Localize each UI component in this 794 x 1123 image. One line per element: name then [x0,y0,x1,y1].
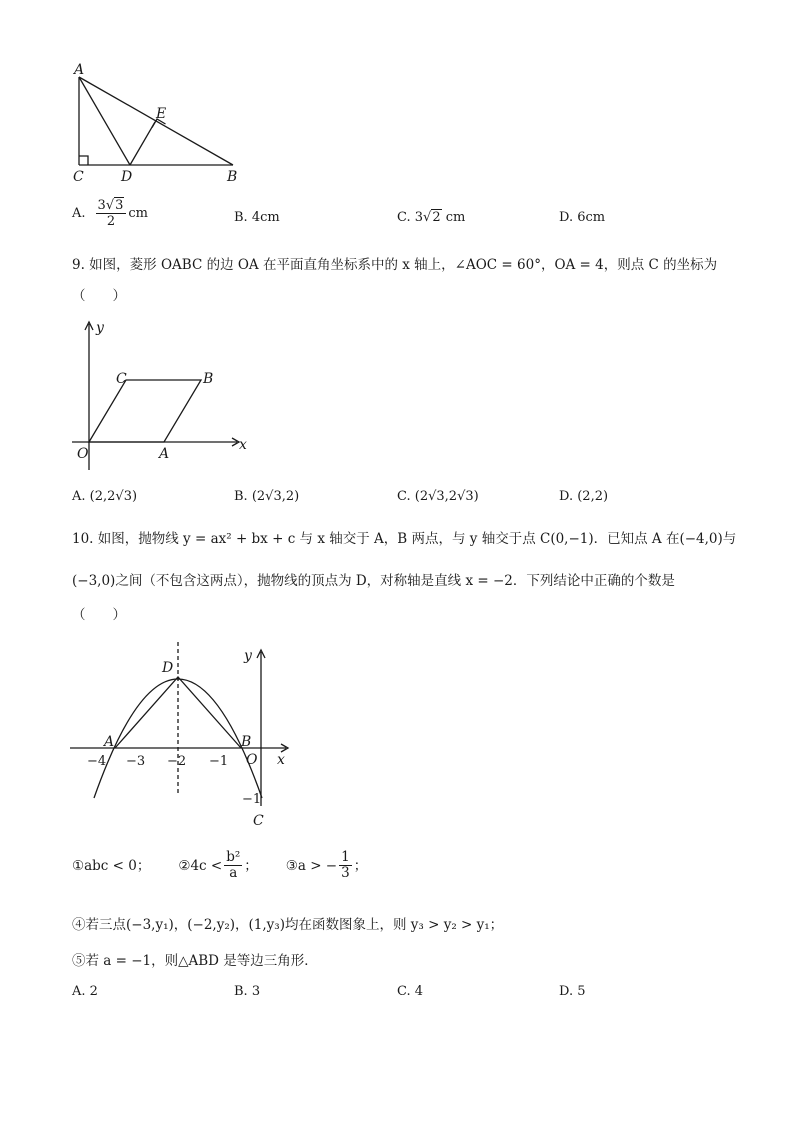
q10-conclusions-row1 [72,850,367,881]
conclusion-2: ②4c < $\frac{\text{b²}}{a}$ ； [178,849,258,881]
q9-option-c[interactable]: C. (2√3,2√3) [397,489,479,504]
q9-option-b[interactable]: B. (2√3,2) [234,489,300,504]
axis-label-x: x [277,752,285,768]
segment-ad [79,77,130,165]
point-label-a: A [159,446,170,462]
q10-stem-line3: （ ） [72,607,126,623]
point-label-b: B [227,169,238,185]
tick-label-minus-1: −1 [209,754,229,769]
tick-label-minus-3: −3 [126,754,146,769]
point-label-d: D [121,169,133,185]
rhombus-figure [0,310,794,480]
q9-option-d[interactable]: D. (2,2) [559,489,609,504]
q8-option-d[interactable]: D. 6cm [559,210,606,225]
point-label-o: O [246,752,258,768]
q8-option-b[interactable]: B. 4cm [234,210,280,225]
q8-option-a-letter: A. [72,205,86,221]
point-label-d: D [162,660,174,676]
point-label-o: O [77,446,89,462]
tick-label-minus-4: −4 [87,754,107,769]
parabola-curve [94,679,262,798]
conclusion-3: ③a > − $\frac{1}{3}$ ； [285,849,368,881]
q10-option-d[interactable]: D. 5 [559,984,586,999]
axis-label-y: y [96,320,104,336]
conclusion-1: ①abc < 0； [72,857,151,874]
tick-label-minus-2: −2 [167,754,187,769]
q8-option-a-fraction: $\frac{3√3}{2}$ [96,198,127,229]
segment-de [130,122,155,165]
point-label-c: C [116,371,127,387]
q8-option-a[interactable] [72,198,148,229]
q8-option-c[interactable]: C. 3√2 cm [397,210,466,225]
y-tick-label-minus-1: −1 [242,792,262,807]
q9-option-a[interactable]: A. (2,2√3) [72,489,138,504]
q10-stem-line2: (−3,0)之间（不包含这两点），抛物线的顶点为 D，对称轴是直线 x = −2．下列结论中正确的个数是 [72,573,675,589]
triangle-figure [0,0,794,200]
point-label-e: E [156,106,167,122]
q10-option-a[interactable]: A. 2 [72,984,98,999]
point-label-b: B [241,734,252,750]
q10-option-b[interactable]: B. 3 [234,984,261,999]
axis-label-x: x [239,437,247,453]
q9-stem-line2: （ ） [72,288,126,304]
point-label-a: A [104,734,115,750]
point-label-b: B [203,371,214,387]
point-label-c: C [73,169,84,185]
rhombus-oabc [89,380,201,442]
q9-stem-line1: 9. 如图，菱形 OABC 的边 OA 在平面直角坐标系中的 x 轴上，∠AOC = 60°，OA = 4，则点 C 的坐标为 [72,257,718,273]
conclusion-5: ⑤若 a = −1，则△ABD 是等边三角形． [72,953,318,969]
q10-option-c[interactable]: C. 4 [397,984,424,999]
point-label-a: A [74,62,85,78]
conclusion-4: ④若三点(−3,y₁)，(−2,y₂)，(1,y₃)均在函数图象上，则 y₃ > y₂ > y₁； [72,917,504,933]
axis-label-y: y [244,648,252,664]
q10-stem-line1: 10. 如图，抛物线 y = ax² + bx + c 与 x 轴交于 A，B 两点，与 y 轴交于点 C(0,−1)．已知点 A 在(−4,0)与 [72,531,737,547]
q8-option-a-unit: cm [128,205,148,221]
right-angle-mark-c [79,156,88,165]
parabola-figure [0,636,794,836]
point-label-c: C [253,813,264,829]
